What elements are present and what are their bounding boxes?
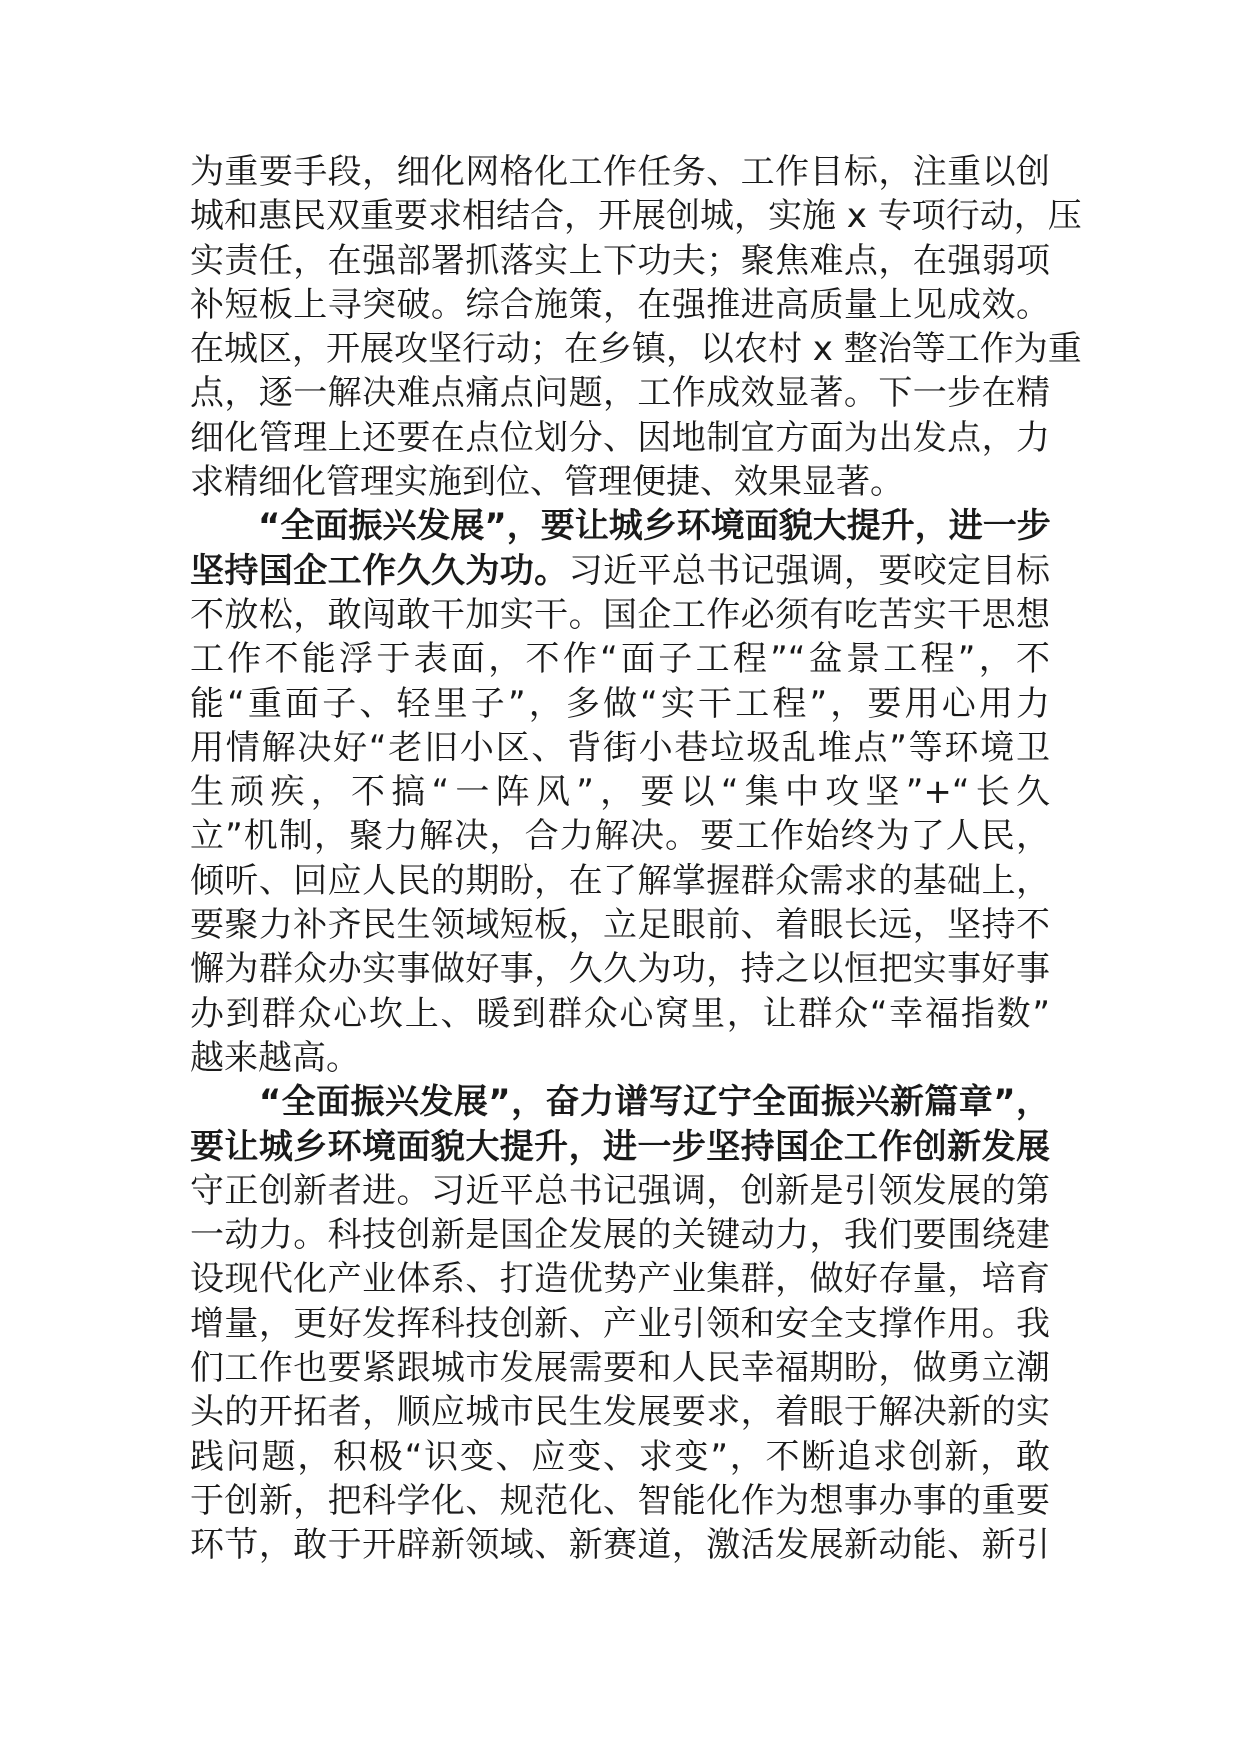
text-line [190, 770, 1050, 814]
text-line [190, 1479, 1050, 1523]
text-line [190, 1390, 1050, 1434]
text-segment: 立”机制，聚力解决，合力解决。要工作始终为了人民， [190, 816, 1050, 857]
text-segment: 习近平总书记强调，要咬定目标 [568, 550, 1051, 591]
text-segment: 工作不能浮于表面，不作“面子工程”“盆景工程”，不 [190, 639, 1050, 680]
text-line [190, 593, 1050, 637]
text-segment: 践问题，积极“识变、应变、求变”，不断追求创新，敢 [190, 1436, 1050, 1477]
bold-text-segment: 坚持国企工作久久为功。 [190, 550, 569, 591]
text-segment: 要聚力补齐民生领域短板，立足眼前、着眼长远，坚持不 [190, 905, 1050, 946]
text-segment: 办到群众心坎上、暖到群众心窝里，让群众“幸福指数” [190, 993, 1050, 1034]
text-line [190, 1346, 1050, 1390]
text-segment: 在城区，开展攻坚行动；在乡镇，以农村 x 整治等工作为重 [190, 329, 1082, 370]
text-line [190, 150, 1050, 194]
text-line [190, 637, 1050, 681]
document-page [190, 150, 1082, 1568]
text-segment: 倾听、回应人民的期盼，在了解掌握群众需求的基础上， [190, 860, 1050, 901]
text-line [190, 549, 1050, 593]
bold-text-segment: “全面振兴发展”，要让城乡环境面貌大提升，进一步 [190, 506, 1051, 547]
text-segment: 头的开拓者，顺应城市民生发展要求，着眼于解决新的实 [190, 1392, 1050, 1433]
text-line [190, 1302, 1050, 1346]
paragraph [190, 504, 1050, 1080]
text-segment: 越来越高。 [190, 1037, 360, 1078]
text-line [190, 1257, 1050, 1301]
text-line [190, 327, 1082, 371]
text-line [190, 239, 1050, 283]
text-segment: 能“重面子、轻里子”，多做“实干工程”，要用心用力 [190, 683, 1050, 724]
bold-text-segment: 要让城乡环境面貌大提升，进一步坚持国企工作创新发展 [190, 1126, 1050, 1167]
text-segment: 一动力。科技创新是国企发展的关键动力，我们要围绕建 [190, 1215, 1050, 1256]
text-segment: 补短板上寻突破。综合施策，在强推进高质量上见成效。 [190, 284, 1050, 325]
text-line [190, 1125, 1050, 1169]
text-segment: 用情解决好“老旧小区、背街小巷垃圾乱堆点”等环境卫 [190, 727, 1050, 768]
text-line [190, 504, 1050, 548]
paragraph [190, 150, 1082, 504]
text-line [190, 460, 1050, 504]
text-segment: 增量，更好发挥科技创新、产业引领和安全支撑作用。我 [190, 1303, 1050, 1344]
text-line [190, 283, 1050, 327]
text-line [190, 903, 1050, 947]
text-line [190, 1523, 1050, 1567]
text-line [190, 194, 1082, 238]
text-segment: 不放松，敢闯敢干加实干。国企工作必须有吃苦实干思想 [190, 594, 1050, 635]
paragraph [190, 1080, 1050, 1567]
text-segment: 为重要手段，细化网格化工作任务、工作目标，注重以创 [190, 152, 1050, 192]
text-line [190, 859, 1050, 903]
text-line [190, 947, 1050, 991]
text-line [190, 682, 1050, 726]
text-line [190, 992, 1050, 1036]
text-segment: 细化管理上还要在点位划分、因地制宜方面为出发点，力 [190, 417, 1050, 458]
text-line [190, 371, 1050, 415]
text-segment: 城和惠民双重要求相结合，开展创城，实施 x 专项行动，压 [190, 196, 1082, 237]
bold-text-segment: “全面振兴发展”，奋力谱写辽宁全面振兴新篇章”， [190, 1082, 1050, 1123]
text-segment: 于创新，把科学化、规范化、智能化作为想事办事的重要 [190, 1480, 1050, 1521]
text-segment: 生顽疾，不搞“一阵风”，要以“集中攻坚”+“长久 [190, 772, 1050, 813]
text-segment: 懈为群众办实事做好事，久久为功，持之以恒把实事好事 [190, 949, 1050, 990]
text-segment: 们工作也要紧跟城市发展需要和人民幸福期盼，做勇立潮 [190, 1348, 1050, 1389]
document-body [190, 150, 1082, 1568]
text-segment: 设现代化产业体系、打造优势产业集群，做好存量，培育 [190, 1259, 1050, 1300]
text-line [190, 1036, 1050, 1080]
text-segment: 环节，敢于开辟新领域、新赛道，激活发展新动能、新引 [190, 1525, 1050, 1566]
text-line [190, 1169, 1050, 1213]
text-segment: 实责任，在强部署抓落实上下功夫；聚焦难点，在强弱项 [190, 240, 1050, 281]
text-line [190, 726, 1050, 770]
text-segment: 守正创新者进。习近平总书记强调，创新是引领发展的第 [190, 1170, 1050, 1211]
text-segment: 求精细化管理实施到位、管理便捷、效果显著。 [190, 462, 904, 503]
text-line [190, 1080, 1050, 1124]
text-line [190, 814, 1050, 858]
text-segment: 点，逐一解决难点痛点问题，工作成效显著。下一步在精 [190, 373, 1050, 414]
text-line [190, 1435, 1050, 1479]
text-line [190, 1213, 1050, 1257]
text-line [190, 416, 1050, 460]
